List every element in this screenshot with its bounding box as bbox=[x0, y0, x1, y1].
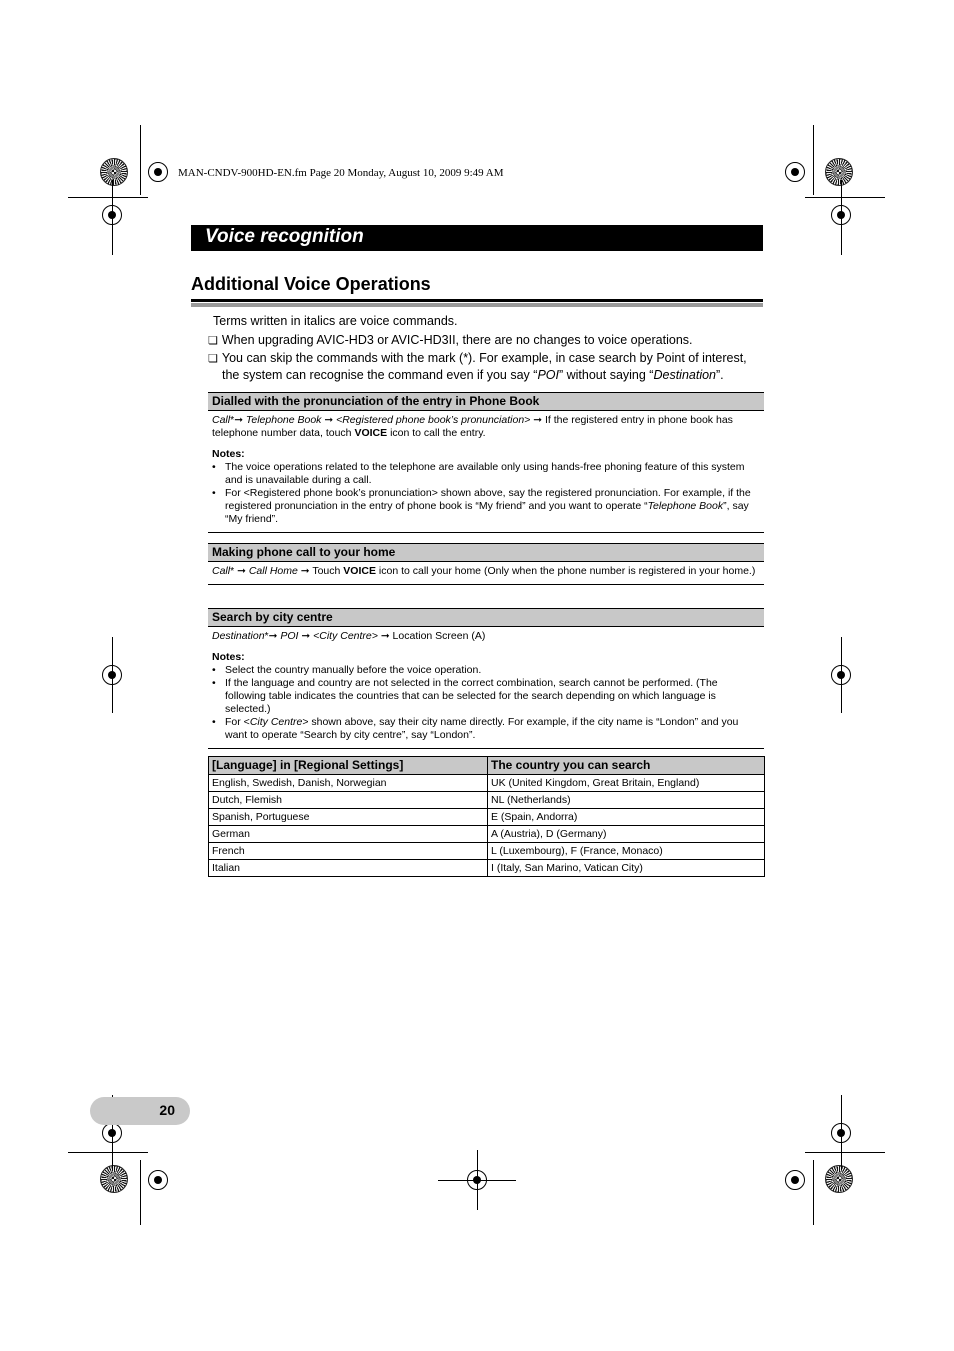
table-cell: I (Italy, San Marino, Vatican City) bbox=[488, 860, 765, 877]
body-text: has telephone number data, touch bbox=[212, 414, 733, 439]
crosshair-icon bbox=[148, 162, 168, 182]
body-text: icon to call the entry. bbox=[390, 427, 486, 439]
note-item: • For <Registered phone book’s pronunciation> shown above, say the registered pronunciation. For example, if the registered pronunciation in the entry of phone book is “My friend” and you want to operate “Telephone Book”, say “My friend”. bbox=[212, 487, 751, 525]
arrow-icon: ➞ bbox=[268, 630, 278, 642]
table-cell: Spanish, Portuguese bbox=[209, 809, 488, 826]
voice-command: <Registered phone book’s pronunciation> bbox=[336, 414, 531, 426]
voice-command: Call bbox=[212, 414, 231, 426]
table-row bbox=[209, 809, 765, 826]
voice-command: <City Centre> bbox=[313, 630, 378, 642]
bullet-text: You can skip the commands with the mark (*). For example, in case search by Point of interest, bbox=[221, 351, 747, 365]
table-row bbox=[209, 792, 765, 809]
crop-mark bbox=[841, 637, 842, 713]
registration-sun-icon bbox=[825, 1165, 853, 1193]
arrow-icon: ➞ bbox=[324, 414, 334, 426]
table-cell: NL (Netherlands) bbox=[488, 792, 765, 809]
note-text: The voice operations related to the telephone are available only using hands-free phoning feature of this system and is unavailable during a call. bbox=[225, 461, 745, 486]
table-cell: English, Swedish, Danish, Norwegian bbox=[209, 775, 488, 792]
section-divider-shade bbox=[191, 303, 763, 307]
notes-title: Notes: bbox=[212, 651, 245, 663]
note-text: For <Registered phone book’s pronunciation> shown above, say the registered pronunciation. For example, if the registered pronunciation in the entry of phone book is “My friend” and you want to operate “ bbox=[225, 487, 751, 512]
voice-key-label: VOICE bbox=[343, 565, 376, 577]
panel-body bbox=[208, 411, 764, 533]
checkbox-bullet-icon: ❏ bbox=[208, 353, 218, 365]
crosshair-icon bbox=[785, 162, 805, 182]
table-row bbox=[209, 826, 765, 843]
note-text: ”, say “My friend”. bbox=[225, 500, 749, 525]
crop-mark bbox=[68, 1152, 148, 1153]
table-cell: Italian bbox=[209, 860, 488, 877]
panel-heading: Search by city centre bbox=[208, 608, 764, 627]
voice-command: City Centre bbox=[249, 716, 303, 728]
crop-mark bbox=[805, 1152, 885, 1153]
arrow-icon: ➞ bbox=[533, 414, 543, 426]
arrow-icon: ➞ bbox=[234, 414, 243, 426]
panel-city-centre bbox=[208, 608, 764, 749]
language-country-table bbox=[208, 756, 765, 877]
intro-text: Terms written in italics are voice commands. bbox=[213, 314, 458, 328]
table-cell: German bbox=[209, 826, 488, 843]
checkbox-bullet-icon: ❏ bbox=[208, 335, 218, 347]
command-line: Call*➞ Telephone Book ➞ <Registered phone book’s pronunciation> ➞ If the registered entry in phone book has telephone number data, touch VOICE icon to call the entry. bbox=[212, 414, 733, 439]
crosshair-icon bbox=[148, 1170, 168, 1190]
table-cell: French bbox=[209, 843, 488, 860]
arrow-icon: ➞ bbox=[301, 630, 311, 642]
file-header: MAN-CNDV-900HD-EN.fm Page 20 Monday, August 10, 2009 9:49 AM bbox=[178, 167, 504, 179]
voice-command: Destination bbox=[653, 368, 717, 382]
page-number: 20 bbox=[159, 1102, 175, 1118]
voice-command: Telephone Book bbox=[245, 414, 322, 426]
body-text: Location Screen (A) bbox=[392, 630, 486, 642]
registration-sun-icon bbox=[100, 1165, 128, 1193]
notes-title: Notes: bbox=[212, 448, 245, 460]
arrow-icon: ➞ bbox=[380, 630, 390, 642]
section-divider bbox=[191, 299, 763, 302]
crosshair-icon bbox=[785, 1170, 805, 1190]
crop-mark bbox=[112, 180, 113, 255]
table-cell: UK (United Kingdom, Great Britain, England) bbox=[488, 775, 765, 792]
voice-command: POI bbox=[537, 368, 559, 382]
registration-sun-icon bbox=[825, 158, 853, 186]
page-number-tab bbox=[90, 1097, 190, 1125]
chapter-bar bbox=[191, 225, 763, 251]
table-header: The country you can search bbox=[488, 757, 765, 775]
crop-mark bbox=[477, 1150, 478, 1210]
bullet-skip bbox=[208, 350, 768, 383]
panel-body: Call* ➞ Call Home ➞ Touch VOICE icon to call your home (Only when the phone number is registered in your home.) bbox=[208, 562, 764, 585]
section-title: Additional Voice Operations bbox=[191, 274, 431, 294]
table-row bbox=[209, 860, 765, 877]
body-text: icon to call your home (Only when the phone number is registered in your home.) bbox=[378, 565, 756, 577]
crop-mark bbox=[140, 1160, 141, 1225]
note-item: • The voice operations related to the telephone are available only using hands-free phoning feature of this system and is unavailable during a call. bbox=[212, 461, 745, 486]
chapter-title: Voice recognition bbox=[205, 226, 364, 247]
table-row bbox=[209, 775, 765, 792]
arrow-icon: ➞ bbox=[237, 565, 246, 577]
voice-command: Destination bbox=[212, 630, 265, 642]
crop-mark bbox=[841, 180, 842, 255]
body-text: Touch bbox=[312, 565, 341, 577]
registration-sun-icon bbox=[100, 158, 128, 186]
table-header: [Language] in [Regional Settings] bbox=[209, 757, 488, 775]
table-cell: A (Austria), D (Germany) bbox=[488, 826, 765, 843]
note-text: > shown above, say their city name directly. For example, if the city name is “London” and you want to operate “Search by city centre”, say “London”. bbox=[225, 716, 739, 741]
panel-heading: Making phone call to your home bbox=[208, 543, 764, 562]
voice-command: Telephone Book bbox=[647, 500, 724, 512]
crop-mark bbox=[841, 1095, 842, 1170]
crop-mark bbox=[140, 125, 141, 195]
voice-command: Call bbox=[212, 565, 231, 577]
voice-command: Call Home bbox=[248, 565, 298, 577]
crop-mark bbox=[813, 125, 814, 195]
panel-call-home bbox=[208, 543, 764, 585]
panel-heading: Dialled with the pronunciation of the entry in Phone Book bbox=[208, 392, 764, 411]
body-text: If the registered entry in phone book bbox=[544, 414, 714, 426]
crop-mark bbox=[68, 197, 148, 198]
command-line: Destination*➞ POI ➞ <City Centre> ➞ Location Screen (A) bbox=[212, 630, 486, 642]
table-row bbox=[209, 843, 765, 860]
note-item: • If the language and country are not selected in the correct combination, search cannot be performed. (The following table indicates the countries that can be selected for the search depending on which language is selected.) bbox=[212, 677, 718, 715]
note-text: Select the country manually before the voice operation. bbox=[225, 664, 482, 676]
bullet-text: the system can recognise the command even if you say “ bbox=[222, 368, 538, 382]
crop-mark bbox=[112, 637, 113, 713]
note-item: • For <City Centre> shown above, say their city name directly. For example, if the city name is “London” and you want to operate “Search by city centre”, say “London”. bbox=[212, 716, 739, 741]
note-text: For < bbox=[225, 716, 250, 728]
panel-body bbox=[208, 627, 764, 749]
table-cell: Dutch, Flemish bbox=[209, 792, 488, 809]
note-item: • Select the country manually before the voice operation. bbox=[212, 664, 482, 676]
crop-mark bbox=[813, 1160, 814, 1225]
voice-key-label: VOICE bbox=[354, 427, 388, 439]
bullet-text: ”. bbox=[716, 368, 724, 382]
voice-command: POI bbox=[280, 630, 299, 642]
table-header-row bbox=[209, 757, 765, 775]
bullet-text: When upgrading AVIC-HD3 or AVIC-HD3II, there are no changes to voice operations. bbox=[221, 333, 693, 347]
crop-mark bbox=[805, 197, 885, 198]
arrow-icon: ➞ bbox=[300, 565, 310, 577]
note-text: If the language and country are not selected in the correct combination, search cannot be performed. (The following table indicates the countries that can be selected for the search depending on which language is selected.) bbox=[225, 677, 718, 715]
bullet-upgrade bbox=[208, 332, 693, 349]
panel-phone-book bbox=[208, 392, 764, 533]
table-cell: L (Luxembourg), F (France, Monaco) bbox=[488, 843, 765, 860]
bullet-text: ” without saying “ bbox=[558, 368, 654, 382]
table-cell: E (Spain, Andorra) bbox=[488, 809, 765, 826]
